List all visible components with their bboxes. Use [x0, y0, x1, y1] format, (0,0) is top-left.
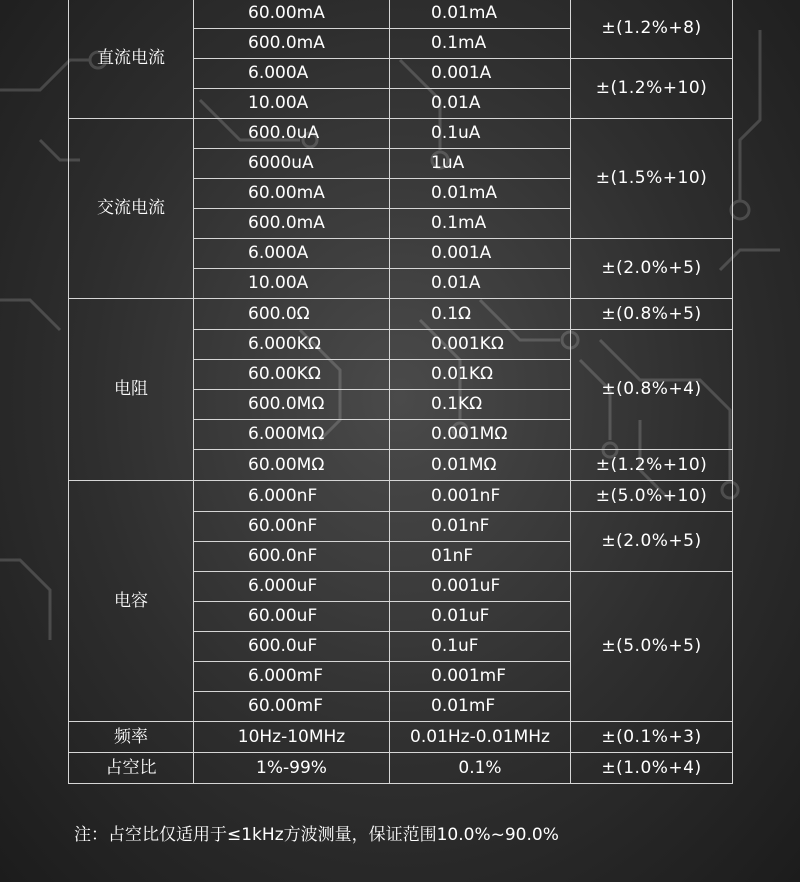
range-cell: 60.00nF — [194, 512, 390, 542]
resolution-cell: 0.001mF — [390, 662, 571, 692]
range-cell: 6.000mF — [194, 662, 390, 692]
resolution-cell: 0.001A — [390, 59, 571, 89]
accuracy-cell: ±(1.5%+10) — [571, 119, 733, 239]
range-cell: 6.000MΩ — [194, 420, 390, 450]
resolution-cell: 0.01A — [390, 89, 571, 119]
range-cell: 10.00A — [194, 89, 390, 119]
resolution-cell: 0.001A — [390, 239, 571, 269]
range-cell: 6.000uF — [194, 572, 390, 602]
range-cell: 600.0nF — [194, 542, 390, 572]
range-cell: 60.00KΩ — [194, 360, 390, 390]
range-cell: 1%-99% — [194, 753, 390, 784]
accuracy-cell: ±(1.2%+10) — [571, 450, 733, 481]
range-cell: 6000uA — [194, 149, 390, 179]
range-cell: 6.000A — [194, 59, 390, 89]
resolution-cell: 0.01Hz-0.01MHz — [390, 722, 571, 753]
accuracy-cell: ±(5.0%+10) — [571, 481, 733, 512]
table-row — [69, 299, 733, 330]
category-frequency: 频率 — [69, 722, 194, 753]
range-cell: 60.00mF — [194, 692, 390, 722]
resolution-cell: 0.1% — [390, 753, 571, 784]
category-capacitance: 电容 — [69, 481, 194, 722]
table-row — [69, 722, 733, 753]
range-cell: 600.0uA — [194, 119, 390, 149]
resolution-cell: 0.1KΩ — [390, 390, 571, 420]
table-row — [69, 119, 733, 149]
table-row — [69, 753, 733, 784]
range-cell: 6.000A — [194, 239, 390, 269]
resolution-cell: 0.01MΩ — [390, 450, 571, 481]
resolution-cell: 0.01KΩ — [390, 360, 571, 390]
range-cell: 600.0mA — [194, 209, 390, 239]
resolution-cell: 0.1Ω — [390, 299, 571, 330]
range-cell: 60.00uF — [194, 602, 390, 632]
resolution-cell: 0.01uF — [390, 602, 571, 632]
range-cell: 600.0Ω — [194, 299, 390, 330]
resolution-cell: 0.1uA — [390, 119, 571, 149]
range-cell: 10Hz-10MHz — [194, 722, 390, 753]
category-dc-current: 直流电流 — [69, 0, 194, 119]
accuracy-cell: ±(0.1%+3) — [571, 722, 733, 753]
range-cell: 60.00MΩ — [194, 450, 390, 481]
footnote: 注：占空比仅适用于≤1kHz方波测量，保证范围10.0%~90.0% — [74, 825, 559, 845]
resolution-cell: 0.001MΩ — [390, 420, 571, 450]
accuracy-cell: ±(1.2%+10) — [571, 59, 733, 119]
resolution-cell: 0.001uF — [390, 572, 571, 602]
range-cell: 600.0MΩ — [194, 390, 390, 420]
accuracy-cell: ±(0.8%+5) — [571, 299, 733, 330]
category-duty-cycle: 占空比 — [69, 753, 194, 784]
resolution-cell: 0.001nF — [390, 481, 571, 512]
accuracy-cell: ±(2.0%+5) — [571, 512, 733, 572]
accuracy-cell: ±(1.2%+8) — [571, 0, 733, 59]
resolution-cell: 01nF — [390, 542, 571, 572]
resolution-cell: 1uA — [390, 149, 571, 179]
resolution-cell: 0.01mA — [390, 0, 571, 29]
accuracy-cell: ±(2.0%+5) — [571, 239, 733, 299]
range-cell: 600.0mA — [194, 29, 390, 59]
resolution-cell: 0.001KΩ — [390, 330, 571, 360]
resolution-cell: 0.1mA — [390, 209, 571, 239]
range-cell: 10.00A — [194, 269, 390, 299]
accuracy-cell: ±(0.8%+4) — [571, 330, 733, 450]
resolution-cell: 0.01nF — [390, 512, 571, 542]
range-cell: 60.00mA — [194, 179, 390, 209]
accuracy-cell: ±(5.0%+5) — [571, 572, 733, 722]
resolution-cell: 0.1uF — [390, 632, 571, 662]
range-cell: 6.000KΩ — [194, 330, 390, 360]
range-cell: 6.000nF — [194, 481, 390, 512]
category-ac-current: 交流电流 — [69, 119, 194, 299]
category-resistance: 电阻 — [69, 299, 194, 481]
spec-table — [68, 0, 733, 784]
accuracy-cell: ±(1.0%+4) — [571, 753, 733, 784]
resolution-cell: 0.01A — [390, 269, 571, 299]
table-row — [69, 0, 733, 29]
range-cell: 600.0uF — [194, 632, 390, 662]
resolution-cell: 0.01mF — [390, 692, 571, 722]
resolution-cell: 0.1mA — [390, 29, 571, 59]
resolution-cell: 0.01mA — [390, 179, 571, 209]
range-cell: 60.00mA — [194, 0, 390, 29]
table-row — [69, 481, 733, 512]
